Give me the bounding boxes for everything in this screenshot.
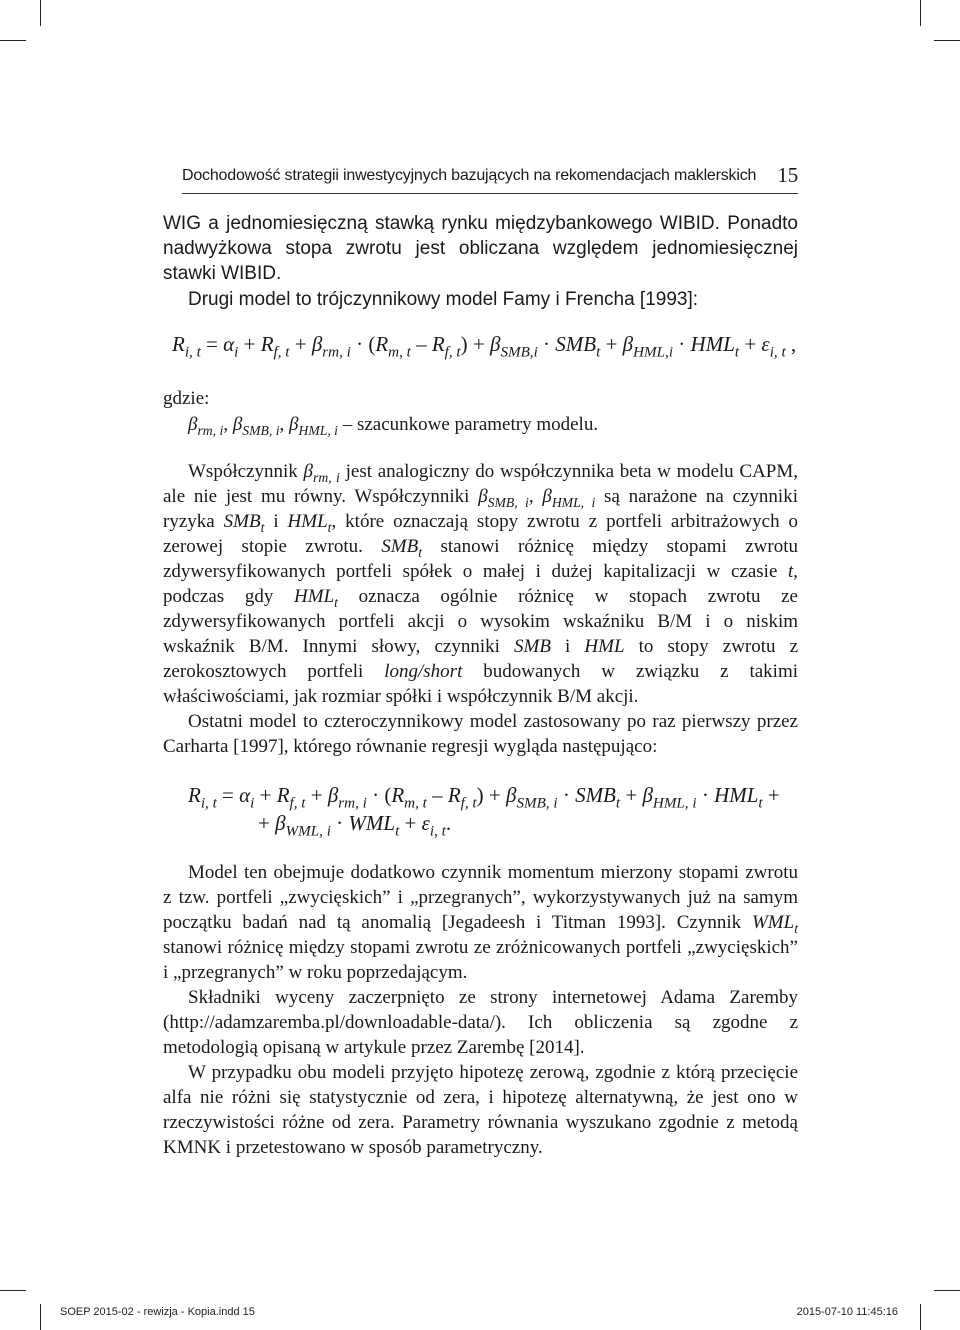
crop-mark (40, 0, 41, 26)
footer-timestamp: 2015-07-10 11:45:16 (796, 1306, 898, 1318)
text-span: oznacza ogólnie różnicę w stopach zwrotu ze zdywersyfikowanych portfeli akcji o wysokim wskaźniku B/M i o niskim wskaźnik B/M. Innymi słowy, czynniki (163, 586, 798, 657)
page-number: 15 (777, 163, 798, 187)
equation-carhart-line1: $R_{i, t} = \alpha_i + R_{f, t} + \beta_{rm, i} \cdot (R_{m, t} - R_{f, t}) + \beta_{SMB, i} \cdot SMB_t + \beta_{HML, i} \cdot HML_t$ + (188, 783, 780, 812)
crop-mark (0, 1290, 26, 1291)
where-label: gdzie: (163, 388, 210, 409)
text-span: są narażone na czynniki ryzyka (163, 486, 798, 532)
paragraph-hypotheses: W przypadku obu modeli przyjęto hipotezę zerową, zgodnie z którą przecięcie alfa nie różni się statystycznie od zera, i hipotezę alternatywną, że jest ono w rzeczywistości różne od zera. Parametry równania wyszukano zgodnie z metodą KMNK i przetestowano w sposób parametryczny. (163, 1062, 798, 1158)
crop-mark (920, 1304, 921, 1330)
text-span: jest analogiczny do współczynnika beta w modelu CAPM, ale nie jest mu równy. Współczynniki (163, 461, 799, 507)
footer-filename: SOEP 2015-02 - rewizja - Kopia.indd 15 (60, 1306, 255, 1318)
text-span: i (273, 511, 279, 532)
text-span: stanowi różnicę między stopami zwrotu ze zróżnicowanych portfeli „zwycięskich” i „przegranych” w roku poprzedającym. (163, 937, 798, 983)
text-span: budowanych w związku z takimi właściwościami, jak rozmiar spółki i współczynnik B/M akcji. (163, 661, 799, 707)
paragraph-three-factor-intro: Drugi model to trójczynnikowy model Famy i Frencha [1993]: (188, 289, 699, 310)
paragraph-coefficients: Współczynnik $\beta_{rm, i}$ jest analogiczny do współczynnika beta w modelu CAPM, ale nie jest mu równy. Współczynniki $\beta_{SMB, i}$, $\beta_{HML, i}$ są narażone na czynniki ryzyka $SMB_t$ i $HML_t$, które oznaczają stopy zwrotu z portfeli arbitrażowych o zerowej stopie zwrotu. $SMB_t$ stanowi różnicę między stopami zwrotu zdywersyfikowanych portfeli spółek o małej i dużej kapitalizacji w czasie t, podczas gdy $HML_t$ oznacza ogólnie różnicę w stopach zwrotu ze zdywersyfikowanych portfeli akcji o wysokim wskaźniku B/M i o niskim wskaźnik B/M. Innymi słowy, czynniki SMB i HML to stopy zwrotu z zerokosztowych portfeli long/short budowanych w związku z takimi właściwościami, jak rozmiar spółki i współczynnik B/M akcji. (163, 461, 799, 707)
equation-carhart-line2: + $\beta_{WML, i} \cdot WML_t + \varepsilon_{i, t}$. (258, 811, 452, 840)
crop-mark (934, 40, 960, 41)
text-span: to stopy zwrotu z zerokosztowych portfeli (163, 636, 799, 682)
parameter-definition: $\beta_{rm, i}$, $\beta_{SMB, i}$, $\beta_{HML, i}$ – szacunkowe parametry modelu. (188, 414, 599, 438)
crop-mark (934, 1290, 960, 1291)
header-title: Dochodowość strategii inwestycyjnych bazujących na rekomendacjach maklerskich (182, 167, 757, 184)
text-span: Model ten obejmuje dodatkowo czynnik momentum mierzony stopami zwrotu z tzw. portfeli „zwycięskich” i „przegranych”, wykorzystywanych już na samym początku badań nad tą anomalią [Jegadeesh i Titman 1993]. Czynnik (163, 862, 798, 933)
definition-text: szacunkowe parametry modelu. (356, 414, 599, 435)
text-span: , podczas gdy (163, 561, 799, 607)
text-span: , które oznaczają stopy zwrotu z portfeli arbitrażowych o zerowej stopie zwrotu. (163, 511, 799, 557)
paragraph-four-factor-intro: Ostatni model to czteroczynnikowy model zastosowany po raz pierwszy przez Carharta [1997], którego równanie regresji wygląda następująco: (163, 711, 798, 757)
paragraph-momentum: Model ten obejmuje dodatkowo czynnik momentum mierzony stopami zwrotu z tzw. portfeli „zwycięskich” i „przegranych”, wykorzystywanych już na samym początku badań nad tą anomalią [Jegadeesh i Titman 1993]. Czynnik $WML_t$ stanowi różnicę między stopami zwrotu ze zróżnicowanych portfeli „zwycięskich” i „przegranych” w roku poprzedającym. (163, 862, 798, 983)
paragraph-data-source: Składniki wyceny zaczerpnięto ze strony internetowej Adama Zaremby (http://adamzaremba.pl/downloadable-data/). Ich obliczenia są zgodne z metodologią opisaną w artykule przez Zarembę [2014]. (163, 987, 798, 1058)
text-span: stanowi różnicę między stopami zwrotu zdywersyfikowanych portfeli spółek o małej i dużej kapitalizacji w czasie (163, 536, 799, 582)
paragraph-intro: WIG a jednomiesięczną stawką rynku międzybankowego WIBID. Ponadto nadwyżkowa stopa zwrotu jest obliczana względem jednomiesięcznej stawki WIBID. (163, 213, 798, 284)
crop-mark (40, 1304, 41, 1330)
crop-mark (920, 0, 921, 26)
running-header (182, 165, 798, 194)
text-span: i (565, 636, 571, 657)
equation-fama-french: $R_{i, t} = \alpha_i + R_{f, t} + \beta_{rm, i} \cdot (R_{m, t} - R_{f, t}) + \beta_{SMB,i} \cdot SMB_t + \beta_{HML,i} \cdot HML_t + \varepsilon_{i, t}$ , (172, 332, 797, 361)
text-span: Współczynnik (188, 461, 298, 482)
crop-mark (0, 40, 26, 41)
text-span: long/short (384, 661, 463, 682)
